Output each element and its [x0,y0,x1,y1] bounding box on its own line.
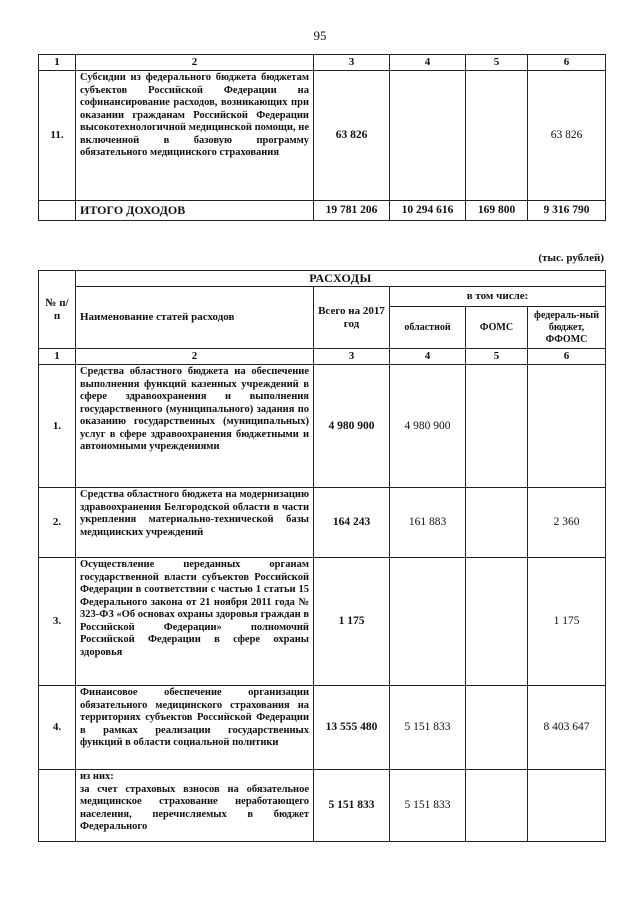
total-row-empty-cell [39,201,76,221]
row-foms [466,686,528,770]
total-regional: 10 294 616 [390,201,466,221]
row-total: 13 555 480 [314,686,390,770]
row-name: Осуществление переданных органам государственной власти субъектов Российской Федерации в соответствии с частью 1 статьи 15 Федерального закона от 21 ноября 2011 года № 323-ФЗ «Об основах охраны здоровья граждан в Российской Федерации» полномочий Российской Федерации в сфере охраны здоровья [76,558,314,686]
row-foms [466,71,528,201]
header-regional: областной [390,307,466,349]
header-total: Всего на 2017 год [314,287,390,349]
section-title: РАСХОДЫ [76,271,606,287]
total-federal: 9 316 790 [528,201,606,221]
column-number-row [39,349,606,365]
header-foms: ФОМС [466,307,528,349]
row-federal [528,770,606,842]
col-num-6: 6 [528,349,606,365]
row-regional [390,71,466,201]
row-federal: 63 826 [528,71,606,201]
unit-note: (тыс. рублей) [538,252,604,264]
row-federal: 8 403 647 [528,686,606,770]
income-table-continuation [38,54,606,221]
header-federal: федераль-ный бюджет, ФФОМС [528,307,606,349]
total-foms: 169 800 [466,201,528,221]
header-name: Наименование статей расходов [76,287,314,349]
col-num-3: 3 [314,349,390,365]
table-row [39,488,606,558]
row-number: 4. [39,686,76,770]
header-including: в том числе: [390,287,606,307]
row-regional [390,558,466,686]
col-num-4: 4 [390,349,466,365]
column-number-row [39,55,606,71]
row-federal: 1 175 [528,558,606,686]
row-regional: 161 883 [390,488,466,558]
table-row [39,558,606,686]
col-num-5: 5 [466,55,528,71]
row-foms [466,365,528,488]
col-num-4: 4 [390,55,466,71]
page-number: 95 [313,28,327,43]
col-num-3: 3 [314,55,390,71]
header-number: № п/п [39,271,76,349]
row-number [39,770,76,842]
total-sum: 19 781 206 [314,201,390,221]
row-foms [466,558,528,686]
col-num-2: 2 [76,55,314,71]
row-name: Финансовое обеспечение организации обязательного медицинского страхования на территориях субъектов Российской Федерации в рамках реализации государственных функций в области социальной политики [76,686,314,770]
row-regional: 5 151 833 [390,770,466,842]
row-total: 5 151 833 [314,770,390,842]
table-row [39,71,606,201]
row-name: Средства областного бюджета на модернизацию здравоохранения Белгородской области в части укрепления материально-технической базы медицинских учреждений [76,488,314,558]
row-name: Средства областного бюджета на обеспечение выполнения функций казенных учреждений в сфере здравоохранения и выполнения государственного (муниципального) задания по оказанию государственных (муниципальных) услуг в сфере здравоохранения бюджетными и автономными учреждениями [76,365,314,488]
row-total: 164 243 [314,488,390,558]
row-number: 3. [39,558,76,686]
table-row [39,686,606,770]
col-num-1: 1 [39,55,76,71]
row-foms [466,770,528,842]
expenses-table [38,270,606,842]
col-num-2: 2 [76,349,314,365]
row-total: 63 826 [314,71,390,201]
table-row [39,770,606,842]
col-num-5: 5 [466,349,528,365]
row-number: 1. [39,365,76,488]
total-label: ИТОГО ДОХОДОВ [76,201,314,221]
section-title-row [39,271,606,287]
row-regional: 4 980 900 [390,365,466,488]
total-row [39,201,606,221]
row-total: 1 175 [314,558,390,686]
table-row [39,365,606,488]
row-foms [466,488,528,558]
row-number: 2. [39,488,76,558]
row-name: из них: за счет страховых взносов на обязательное медицинское страхование неработающего населения, перечисляемых в бюджет Федерального [76,770,314,842]
row-name: Субсидии из федерального бюджета бюджетам субъектов Российской Федерации на софинансирование расходов, возникающих при оказании гражданам Российской Федерации высокотехнологичной медицинской помощи, не включенной в базовую программу обязательного медицинского страхования [76,71,314,201]
row-number: 11. [39,71,76,201]
row-regional: 5 151 833 [390,686,466,770]
col-num-1: 1 [39,349,76,365]
row-total: 4 980 900 [314,365,390,488]
row-federal [528,365,606,488]
col-num-6: 6 [528,55,606,71]
header-row [39,287,606,307]
row-federal: 2 360 [528,488,606,558]
